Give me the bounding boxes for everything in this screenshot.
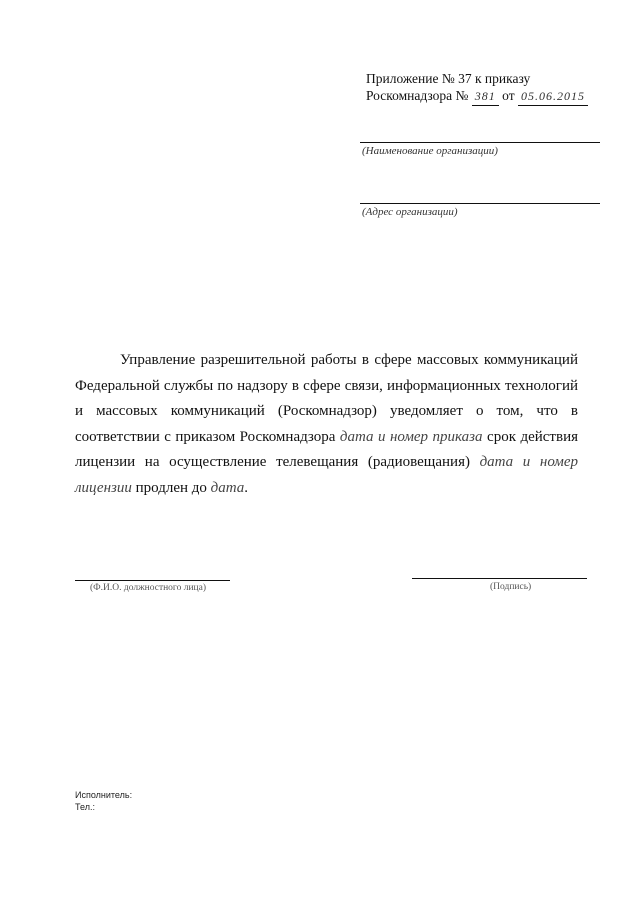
order-date: 05.06.2015 [518, 88, 588, 106]
order-number: 381 [472, 88, 499, 106]
order-reference [366, 87, 588, 106]
placeholder-license: дата и номер лицензии [75, 454, 578, 496]
phone-label: Тел.: [75, 802, 95, 812]
placeholder-date: дата [210, 479, 245, 496]
official-name-caption: (Ф.И.О. должностного лица) [90, 583, 206, 593]
placeholder-order: дата и номер приказа [339, 428, 483, 445]
appendix-header [366, 70, 588, 106]
text-part-2: срок действия лицензии на осуществление телевещания (радиовещания) [75, 428, 578, 470]
text-part-1: Управление разрешительной работы в сфере массовых коммуникаций Федеральной службы по надзору в сфере связи, информационных технологий и массовых коммуникаций (Роскомнадзор) уведомляет о том, что в соответствии с приказом Роскомнадзора [75, 352, 578, 445]
signature-line [412, 578, 587, 579]
text-part-3: продлен до [135, 479, 207, 496]
text-end: . [244, 479, 249, 496]
org-name-line [360, 142, 600, 143]
official-name-line [75, 580, 230, 581]
org-address-line [360, 203, 600, 204]
order-prefix: Роскомнадзора № [366, 88, 469, 103]
org-name-caption: (Наименование организации) [362, 145, 498, 157]
appendix-title: Приложение № 37 к приказу [366, 71, 531, 86]
executor-label: Исполнитель: [75, 790, 133, 800]
org-address-caption: (Адрес организации) [362, 206, 458, 218]
date-prefix: от [502, 88, 515, 103]
signature-caption: (Подпись) [490, 582, 532, 592]
notification-text [75, 348, 578, 501]
